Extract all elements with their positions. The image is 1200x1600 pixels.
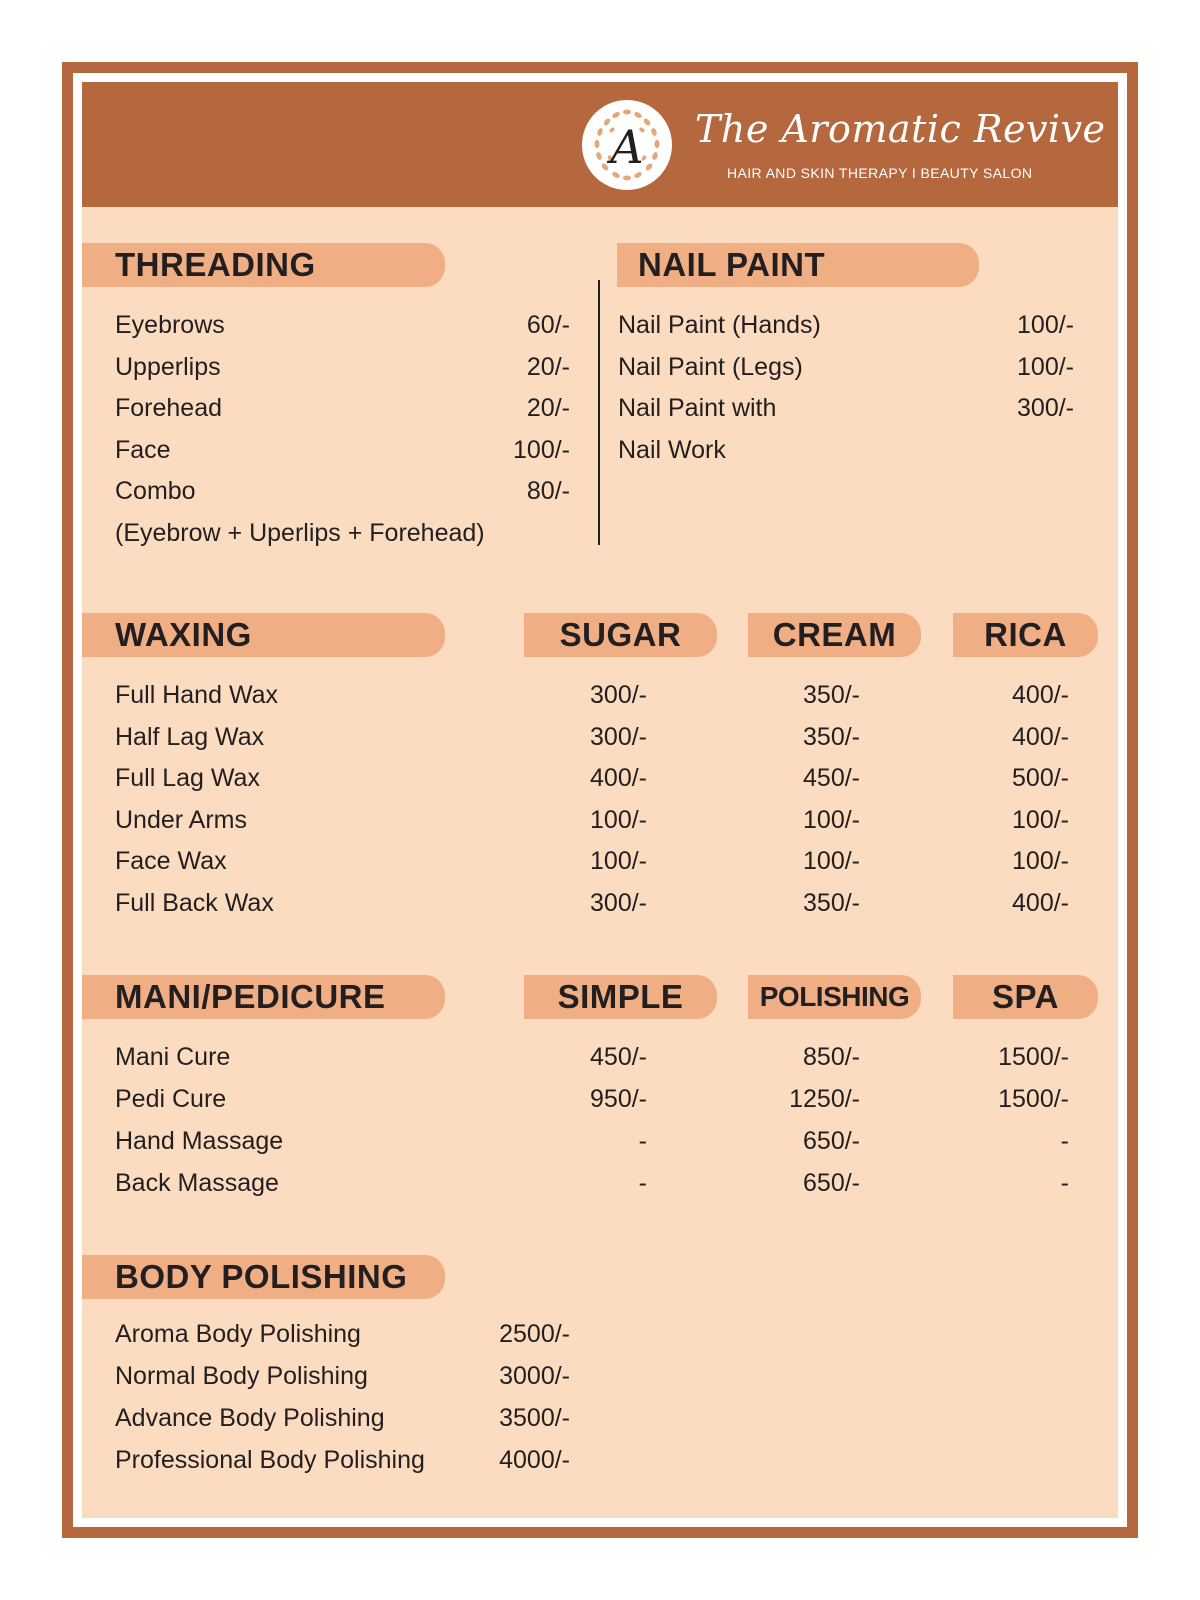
list-item bbox=[115, 304, 570, 346]
item-name: Upperlips bbox=[115, 352, 221, 381]
table-row bbox=[115, 716, 1075, 758]
item-price: 300/- bbox=[590, 722, 647, 751]
item-price: 100/- bbox=[803, 805, 860, 834]
item-name: Mani Cure bbox=[115, 1043, 231, 1071]
item-price: - bbox=[638, 1127, 647, 1155]
item-name: Half Lag Wax bbox=[115, 722, 265, 751]
item-price: 650/- bbox=[803, 1169, 860, 1197]
item-price: 20/- bbox=[526, 394, 570, 423]
item-price: 100/- bbox=[1012, 805, 1069, 834]
waxing-col-rica: RICA bbox=[953, 613, 1098, 657]
table-row bbox=[115, 1162, 1075, 1204]
item-price: 350/- bbox=[803, 681, 860, 709]
list-item bbox=[115, 1397, 570, 1439]
item-name: Hand Massage bbox=[115, 1127, 284, 1155]
item-price: 950/- bbox=[590, 1085, 647, 1113]
table-row bbox=[115, 840, 1075, 882]
threading-title: THREADING bbox=[115, 246, 316, 283]
item-price: 400/- bbox=[1012, 889, 1069, 917]
item-name: Eyebrows bbox=[115, 311, 225, 339]
item-price: - bbox=[1060, 1169, 1069, 1197]
item-price: 300/- bbox=[1017, 394, 1074, 423]
brand-logo-icon bbox=[582, 100, 672, 190]
item-price: 100/- bbox=[803, 847, 860, 876]
item-name: Aroma Body Polishing bbox=[115, 1320, 361, 1348]
item-name: Full Back Wax bbox=[115, 889, 274, 917]
waxing-col-cream: CREAM bbox=[748, 613, 921, 657]
item-name: Nail Paint (Legs) bbox=[618, 352, 803, 381]
item-price: 60/- bbox=[526, 311, 570, 339]
item-price: 450/- bbox=[803, 764, 860, 793]
table-row bbox=[115, 1036, 1075, 1078]
item-price: 1500/- bbox=[998, 1043, 1069, 1071]
item-name: Forehead bbox=[115, 394, 223, 423]
item-price: 350/- bbox=[803, 722, 860, 751]
item-name: Back Massage bbox=[115, 1169, 279, 1197]
item-price: 650/- bbox=[803, 1127, 860, 1155]
list-item bbox=[115, 1313, 570, 1355]
mani-col-spa: SPA bbox=[953, 975, 1098, 1019]
item-price: 400/- bbox=[590, 764, 647, 793]
item-price: 20/- bbox=[526, 352, 570, 381]
list-item bbox=[115, 470, 570, 512]
item-price: 3000/- bbox=[499, 1362, 570, 1390]
item-price: 2500/- bbox=[499, 1320, 570, 1348]
item-price: 100/- bbox=[590, 805, 647, 834]
brand-tagline: HAIR AND SKIN THERAPY I BEAUTY SALON bbox=[727, 165, 1033, 181]
list-item bbox=[618, 429, 1074, 471]
item-price: 3500/- bbox=[499, 1404, 570, 1432]
list-item bbox=[115, 346, 570, 388]
item-price: 400/- bbox=[1012, 681, 1069, 709]
item-price: - bbox=[638, 1169, 647, 1197]
list-item bbox=[618, 304, 1074, 346]
list-item bbox=[115, 512, 570, 554]
list-item bbox=[115, 387, 570, 429]
brand-name: The Aromatic Revive bbox=[695, 107, 1106, 151]
waxing-title: WAXING bbox=[115, 616, 252, 653]
item-name: Under Arms bbox=[115, 805, 247, 834]
item-name: Nail Work bbox=[618, 435, 726, 464]
item-price: 400/- bbox=[1012, 722, 1069, 751]
item-name: Normal Body Polishing bbox=[115, 1362, 368, 1390]
table-row bbox=[115, 674, 1075, 716]
table-row bbox=[115, 882, 1075, 924]
list-item bbox=[115, 429, 570, 471]
item-price: 80/- bbox=[526, 477, 570, 506]
item-name: Advance Body Polishing bbox=[115, 1404, 385, 1432]
item-name: Face bbox=[115, 435, 171, 464]
item-price: - bbox=[1060, 1127, 1069, 1155]
list-item bbox=[115, 1439, 570, 1481]
list-item bbox=[618, 346, 1074, 388]
item-price: 350/- bbox=[803, 889, 860, 917]
table-row bbox=[115, 757, 1075, 799]
item-name: (Eyebrow + Uperlips + Forehead) bbox=[115, 519, 485, 547]
item-name: Full Lag Wax bbox=[115, 764, 260, 793]
item-price: 1500/- bbox=[998, 1085, 1069, 1113]
table-row bbox=[115, 1120, 1075, 1162]
table-row bbox=[115, 799, 1075, 841]
item-price: 100/- bbox=[1012, 847, 1069, 876]
nail-paint-title: NAIL PAINT bbox=[638, 246, 826, 283]
item-name: Pedi Cure bbox=[115, 1085, 227, 1113]
item-price: 300/- bbox=[590, 889, 647, 917]
item-name: Nail Paint (Hands) bbox=[618, 311, 821, 339]
item-name: Combo bbox=[115, 477, 196, 506]
item-price: 1250/- bbox=[789, 1085, 860, 1113]
item-price: 300/- bbox=[590, 681, 647, 709]
item-name: Nail Paint with bbox=[618, 394, 777, 423]
list-item bbox=[618, 387, 1074, 429]
mani-col-simple: SIMPLE bbox=[524, 975, 717, 1019]
item-price: 4000/- bbox=[499, 1446, 570, 1474]
mani-col-polishing: POLISHING bbox=[748, 975, 921, 1019]
item-price: 450/- bbox=[590, 1043, 647, 1071]
item-price: 100/- bbox=[590, 847, 647, 876]
waxing-col-sugar: SUGAR bbox=[524, 613, 717, 657]
item-price: 100/- bbox=[513, 435, 570, 464]
item-price: 500/- bbox=[1012, 764, 1069, 793]
item-name: Face Wax bbox=[115, 847, 227, 876]
item-price: 850/- bbox=[803, 1043, 860, 1071]
section-divider bbox=[598, 280, 600, 545]
item-price: 100/- bbox=[1017, 352, 1074, 381]
table-row bbox=[115, 1078, 1075, 1120]
item-price: 100/- bbox=[1017, 311, 1074, 339]
svg-text:A: A bbox=[610, 120, 644, 174]
mani-pedicure-title: MANI/PEDICURE bbox=[115, 978, 386, 1015]
list-item bbox=[115, 1355, 570, 1397]
item-name: Professional Body Polishing bbox=[115, 1446, 425, 1474]
body-polishing-title: BODY POLISHING bbox=[115, 1258, 408, 1295]
item-name: Full Hand Wax bbox=[115, 681, 279, 709]
